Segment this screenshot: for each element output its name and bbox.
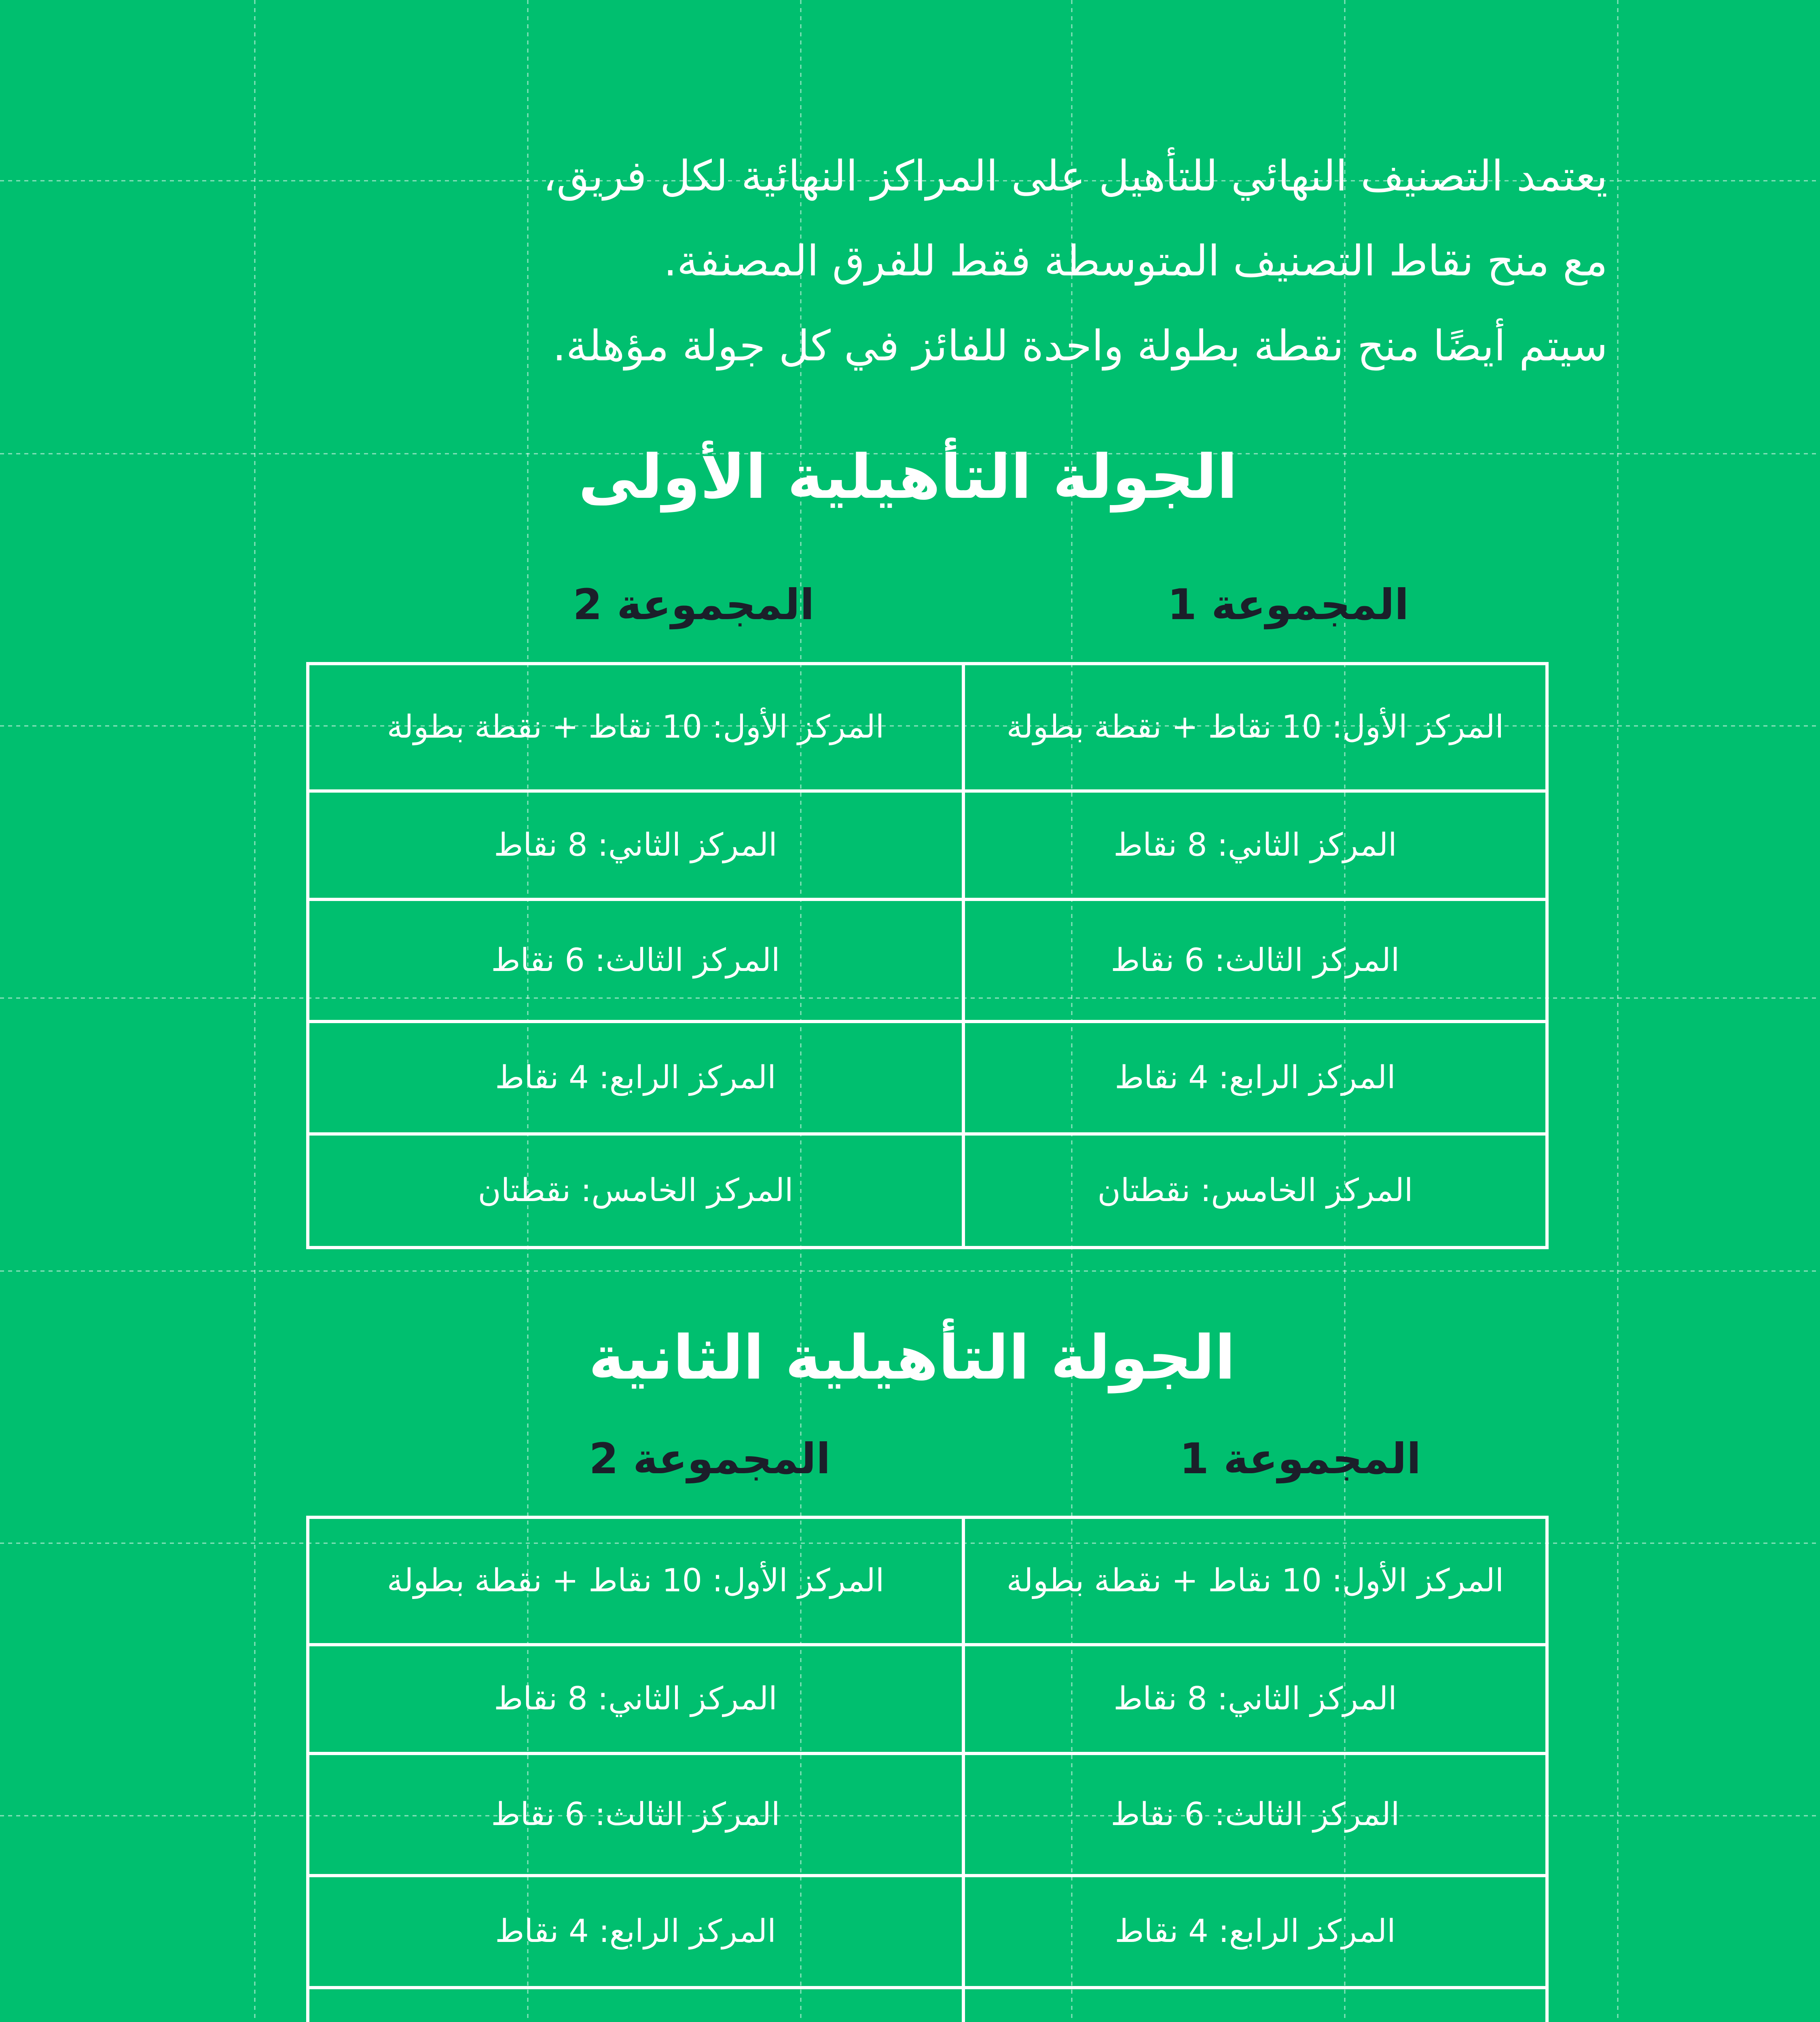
table-row-separator [309,898,1545,901]
table-cell: المركز الثالث: 6 نقاط [1111,1796,1400,1833]
table-cell: المركز الثاني: 8 نقاط [494,1681,777,1717]
intro-line: يعتمد التصنيف النهائي للتأهيل على المراكز النهائية لكل فريق، [543,151,1608,201]
table-row-separator [309,1643,1545,1646]
table-cell: المركز الرابع: 4 نقاط [1115,1060,1396,1096]
table-cell: المركز الثاني: 8 نقاط [1113,1681,1397,1717]
table-column-divider [962,665,965,1246]
table-column-divider [962,1519,965,2022]
table-cell: المركز الثالث: 6 نقاط [1111,942,1400,979]
table-cell: المركز الثالث: 6 نقاط [491,942,780,979]
table-row-separator [309,1132,1545,1136]
table-cell: المركز الرابع: 4 نقاط [495,1913,776,1950]
table-cell: المركز الأول: 10 نقاط + نقطة بطولة [387,1563,885,1599]
table-cell: المركز الرابع: 4 نقاط [495,1060,776,1096]
round-1-table [306,662,1549,1249]
table-row-separator [309,1874,1545,1877]
round-1-title: الجولة التأهيلية الأولى [578,442,1238,512]
round-2-group-1-header: المجموعة 1 [1179,1434,1421,1483]
table-cell [965,1989,1545,2022]
table-cell: المركز الخامس: نقطتان [1097,1172,1413,1209]
intro-line: سيتم أيضًا منح نقطة بطولة واحدة للفائز في كل جولة مؤهلة. [552,321,1608,370]
round-1-group-1-header: المجموعة 1 [1167,580,1409,629]
table-cell: المركز الأول: 10 نقاط + نقطة بطولة [387,709,885,745]
table-row-separator [309,789,1545,793]
table-cell: المركز الثاني: 8 نقاط [1113,827,1397,863]
intro-line: مع منح نقاط التصنيف المتوسطة فقط للفرق المصنفة. [663,236,1608,286]
table-cell: المركز الثالث: 6 نقاط [491,1796,780,1833]
table-row-separator [309,1986,1545,1989]
table-cell: المركز الخامس: نقطتان [478,1172,794,1209]
table-row-separator [309,1020,1545,1023]
table-cell: المركز الثاني: 8 نقاط [494,827,777,863]
round-2-table [306,1516,1549,2022]
table-cell [309,1989,962,2022]
round-1-group-2-header: المجموعة 2 [573,580,815,629]
table-cell: المركز الأول: 10 نقاط + نقطة بطولة [1006,1563,1504,1599]
table-row-separator [309,1752,1545,1755]
intro-paragraph [0,133,1608,388]
round-2-group-2-header: المجموعة 2 [589,1434,831,1483]
table-cell: المركز الرابع: 4 نقاط [1115,1913,1396,1950]
round-2-title: الجولة التأهيلية الثانية [588,1323,1236,1393]
table-cell: المركز الأول: 10 نقاط + نقطة بطولة [1006,709,1504,745]
